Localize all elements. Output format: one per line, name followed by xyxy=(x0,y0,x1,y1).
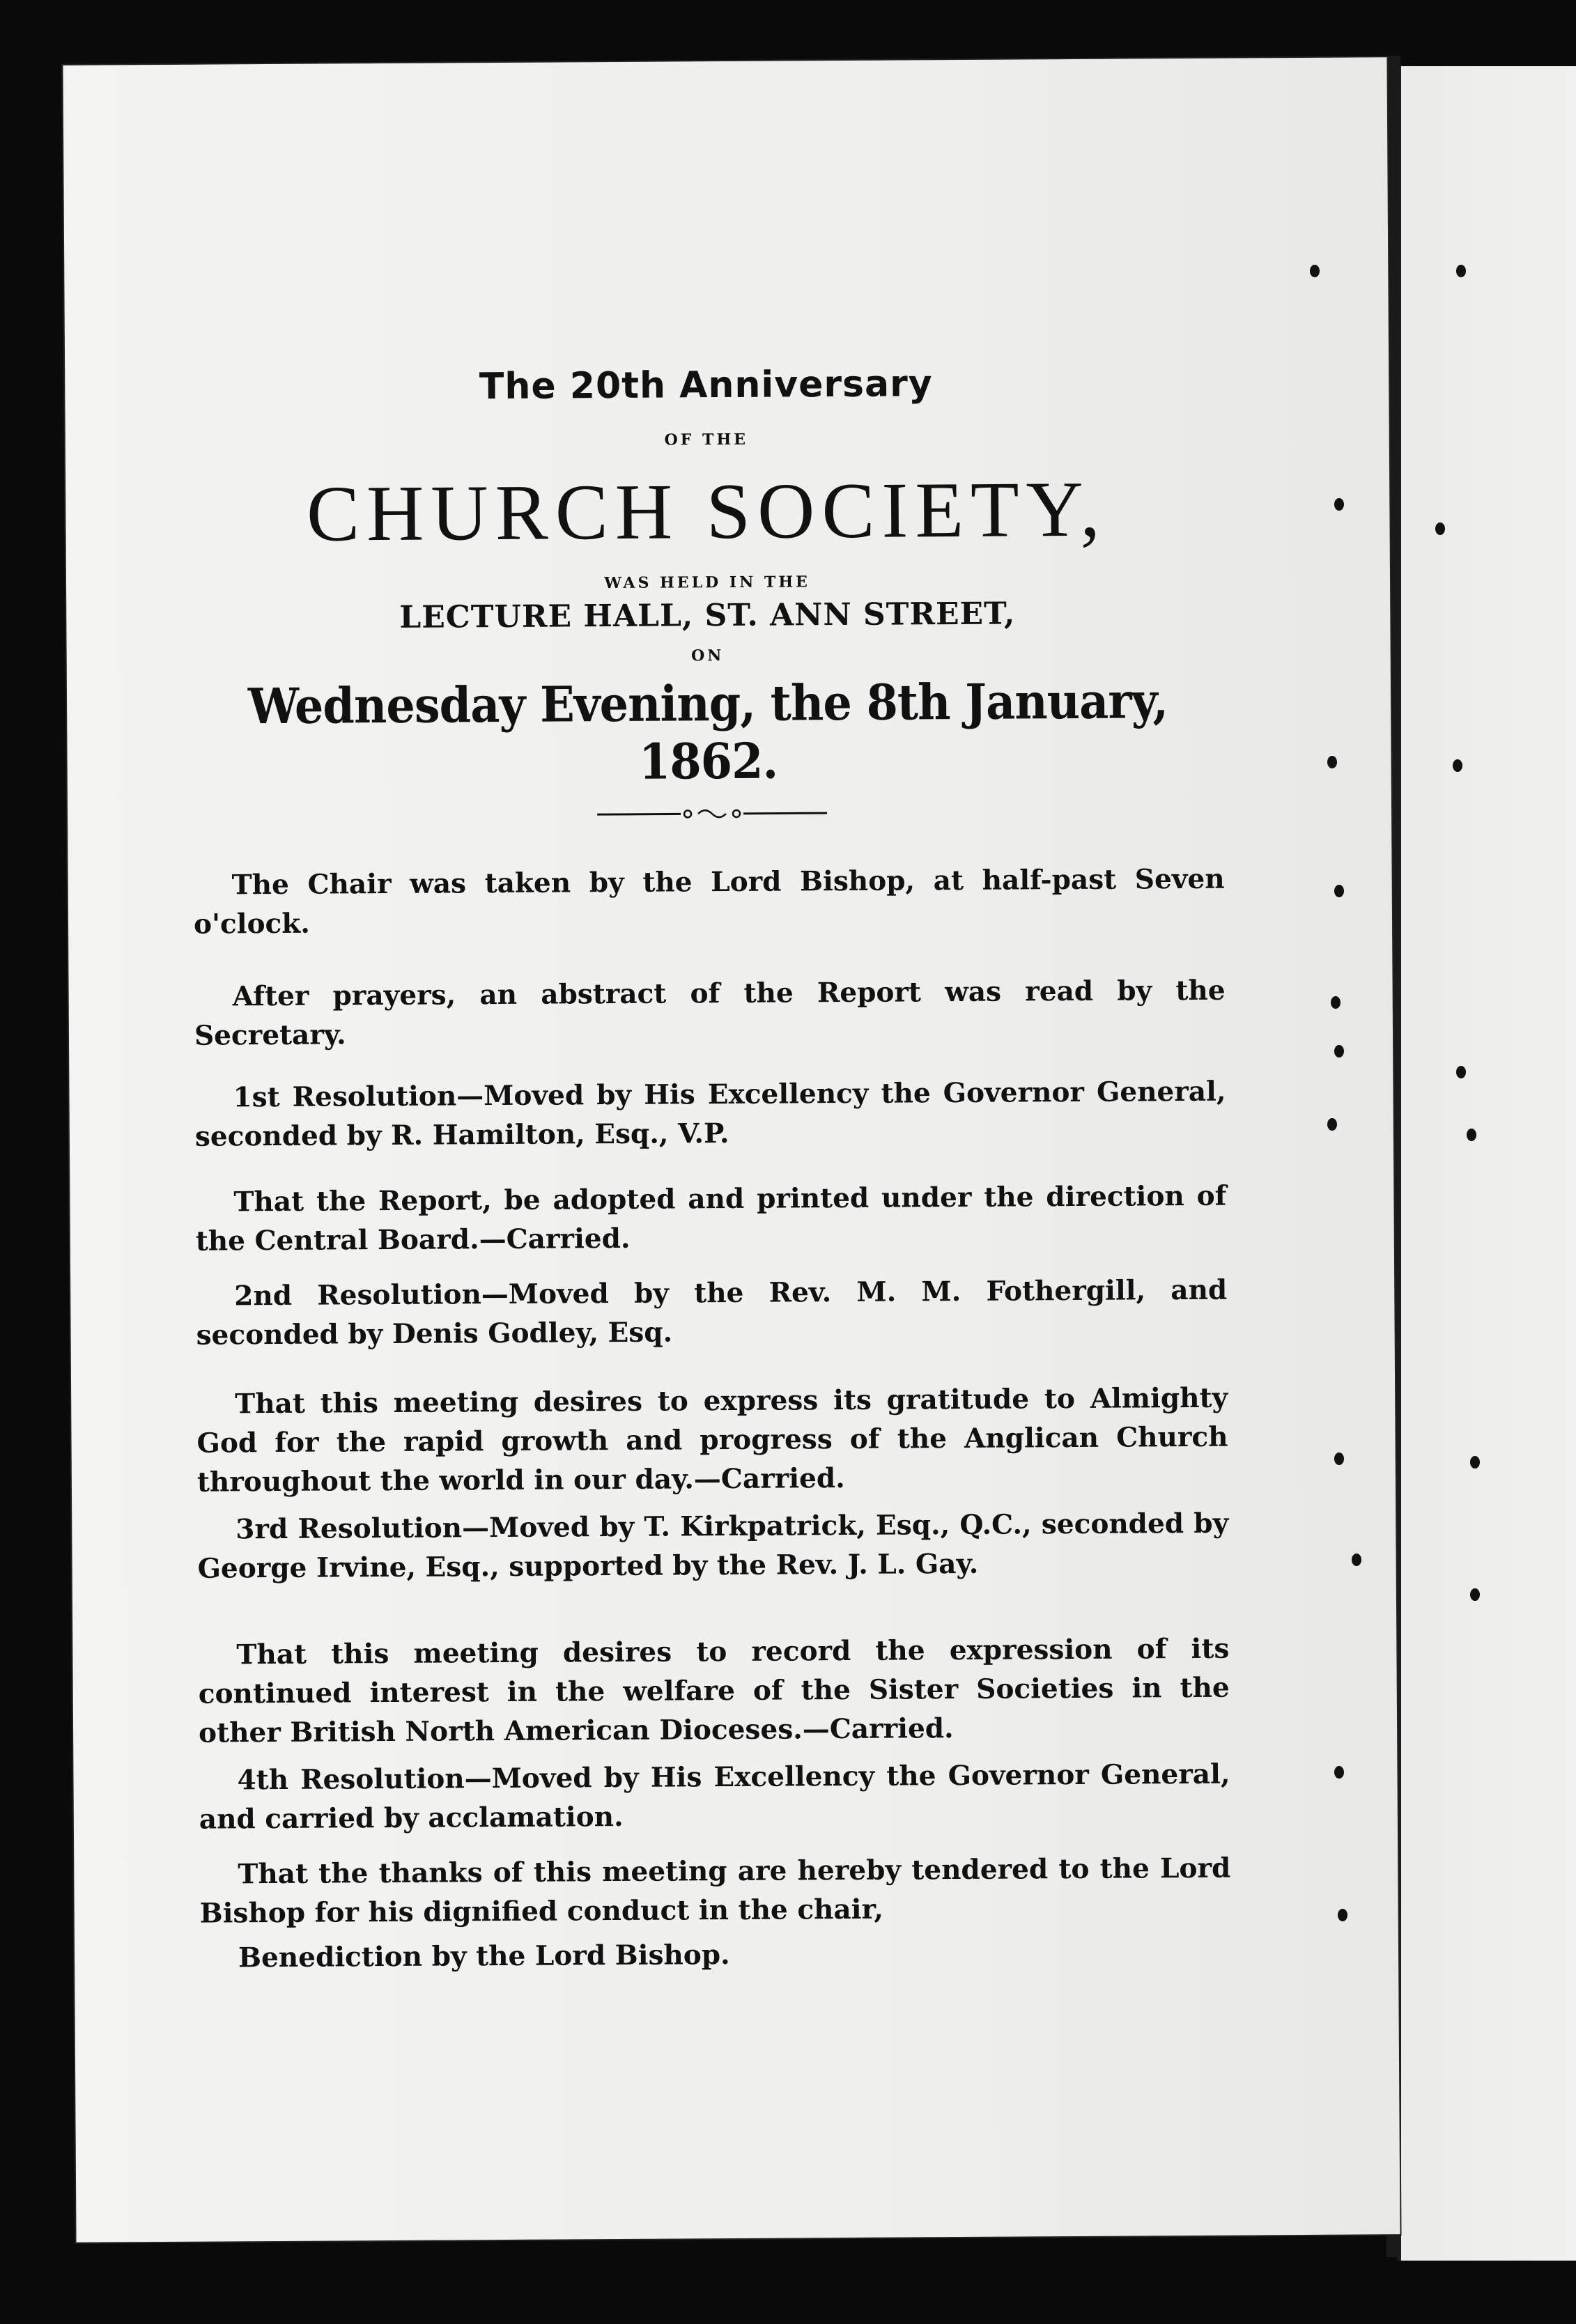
meeting-date: Wednesday Evening, the 8th January, 1862. xyxy=(247,672,1168,791)
page-content xyxy=(188,59,1231,1974)
anniversary-heading: The 20th Anniversary xyxy=(479,363,933,408)
margin-speck xyxy=(1453,759,1462,772)
document-page xyxy=(63,57,1400,2242)
margin-speck xyxy=(1470,1456,1480,1469)
margin-speck xyxy=(1352,1554,1361,1566)
margin-speck xyxy=(1334,498,1344,511)
on-line: ON xyxy=(690,646,725,665)
of-the-line: OF THE xyxy=(664,430,749,449)
margin-speck xyxy=(1331,996,1341,1009)
resolution-1: 1st Resolution—Moved by His Excellency the Governor General, seconded by R. Hamilton, Esq., V.P. xyxy=(194,1075,1226,1153)
margin-speck xyxy=(1327,756,1337,768)
margin-speck xyxy=(1338,1909,1347,1921)
venue-line: LECTURE HALL, ST. ANN STREET, xyxy=(399,596,1016,635)
was-held-line: WAS HELD IN THE xyxy=(604,573,810,593)
ornamental-divider xyxy=(597,806,827,821)
paragraph-chair: The Chair was taken by the Lord Bishop, at half-past Seven o'clock. xyxy=(193,862,1225,940)
resolution-4: 4th Resolution—Moved by His Excellency the Governor General, and carried by acclamation. xyxy=(199,1758,1230,1836)
margin-speck xyxy=(1327,1118,1337,1131)
resolution-1-text: That the Report, be adopted and printed under the direction of the Central Board.—Carried. xyxy=(195,1179,1227,1257)
resolution-2-text: That this meeting desires to express its gratitude to Almighty God for the rapid growth and progress of the Anglican Church throughout the world in our day.—Carried. xyxy=(196,1381,1228,1498)
margin-speck xyxy=(1470,1588,1480,1601)
margin-speck xyxy=(1334,1452,1344,1465)
margin-speck xyxy=(1456,1066,1466,1078)
margin-speck xyxy=(1467,1129,1476,1141)
margin-speck xyxy=(1310,265,1320,277)
margin-speck xyxy=(1334,1045,1344,1058)
facing-page-edge xyxy=(1397,66,1576,2261)
margin-speck xyxy=(1334,885,1344,897)
society-title: CHURCH SOCIETY, xyxy=(306,464,1108,558)
margin-speck xyxy=(1334,1766,1344,1779)
margin-speck xyxy=(1456,265,1466,277)
resolution-3: 3rd Resolution—Moved by T. Kirkpatrick, Esq., Q.C., seconded by George Irvine, Esq., supported by the Rev. J. L. Gay. xyxy=(197,1507,1229,1585)
benediction-line: Benediction by the Lord Bishop. xyxy=(238,1939,730,1974)
paragraph-prayers: After prayers, an abstract of the Report was read by the Secretary. xyxy=(194,974,1226,1052)
thanks-paragraph: That the thanks of this meeting are hereby tendered to the Lord Bishop for his dignified conduct in the chair, xyxy=(199,1852,1231,1930)
resolution-3-text: That this meeting desires to record the expression of its continued interest in the welfare of the Sister Societies in the other British North American Dioceses.—Carried. xyxy=(198,1632,1230,1749)
resolution-2: 2nd Resolution—Moved by the Rev. M. M. Fothergill, and seconded by Denis Godley, Esq. xyxy=(196,1273,1228,1351)
margin-speck xyxy=(1435,522,1445,535)
